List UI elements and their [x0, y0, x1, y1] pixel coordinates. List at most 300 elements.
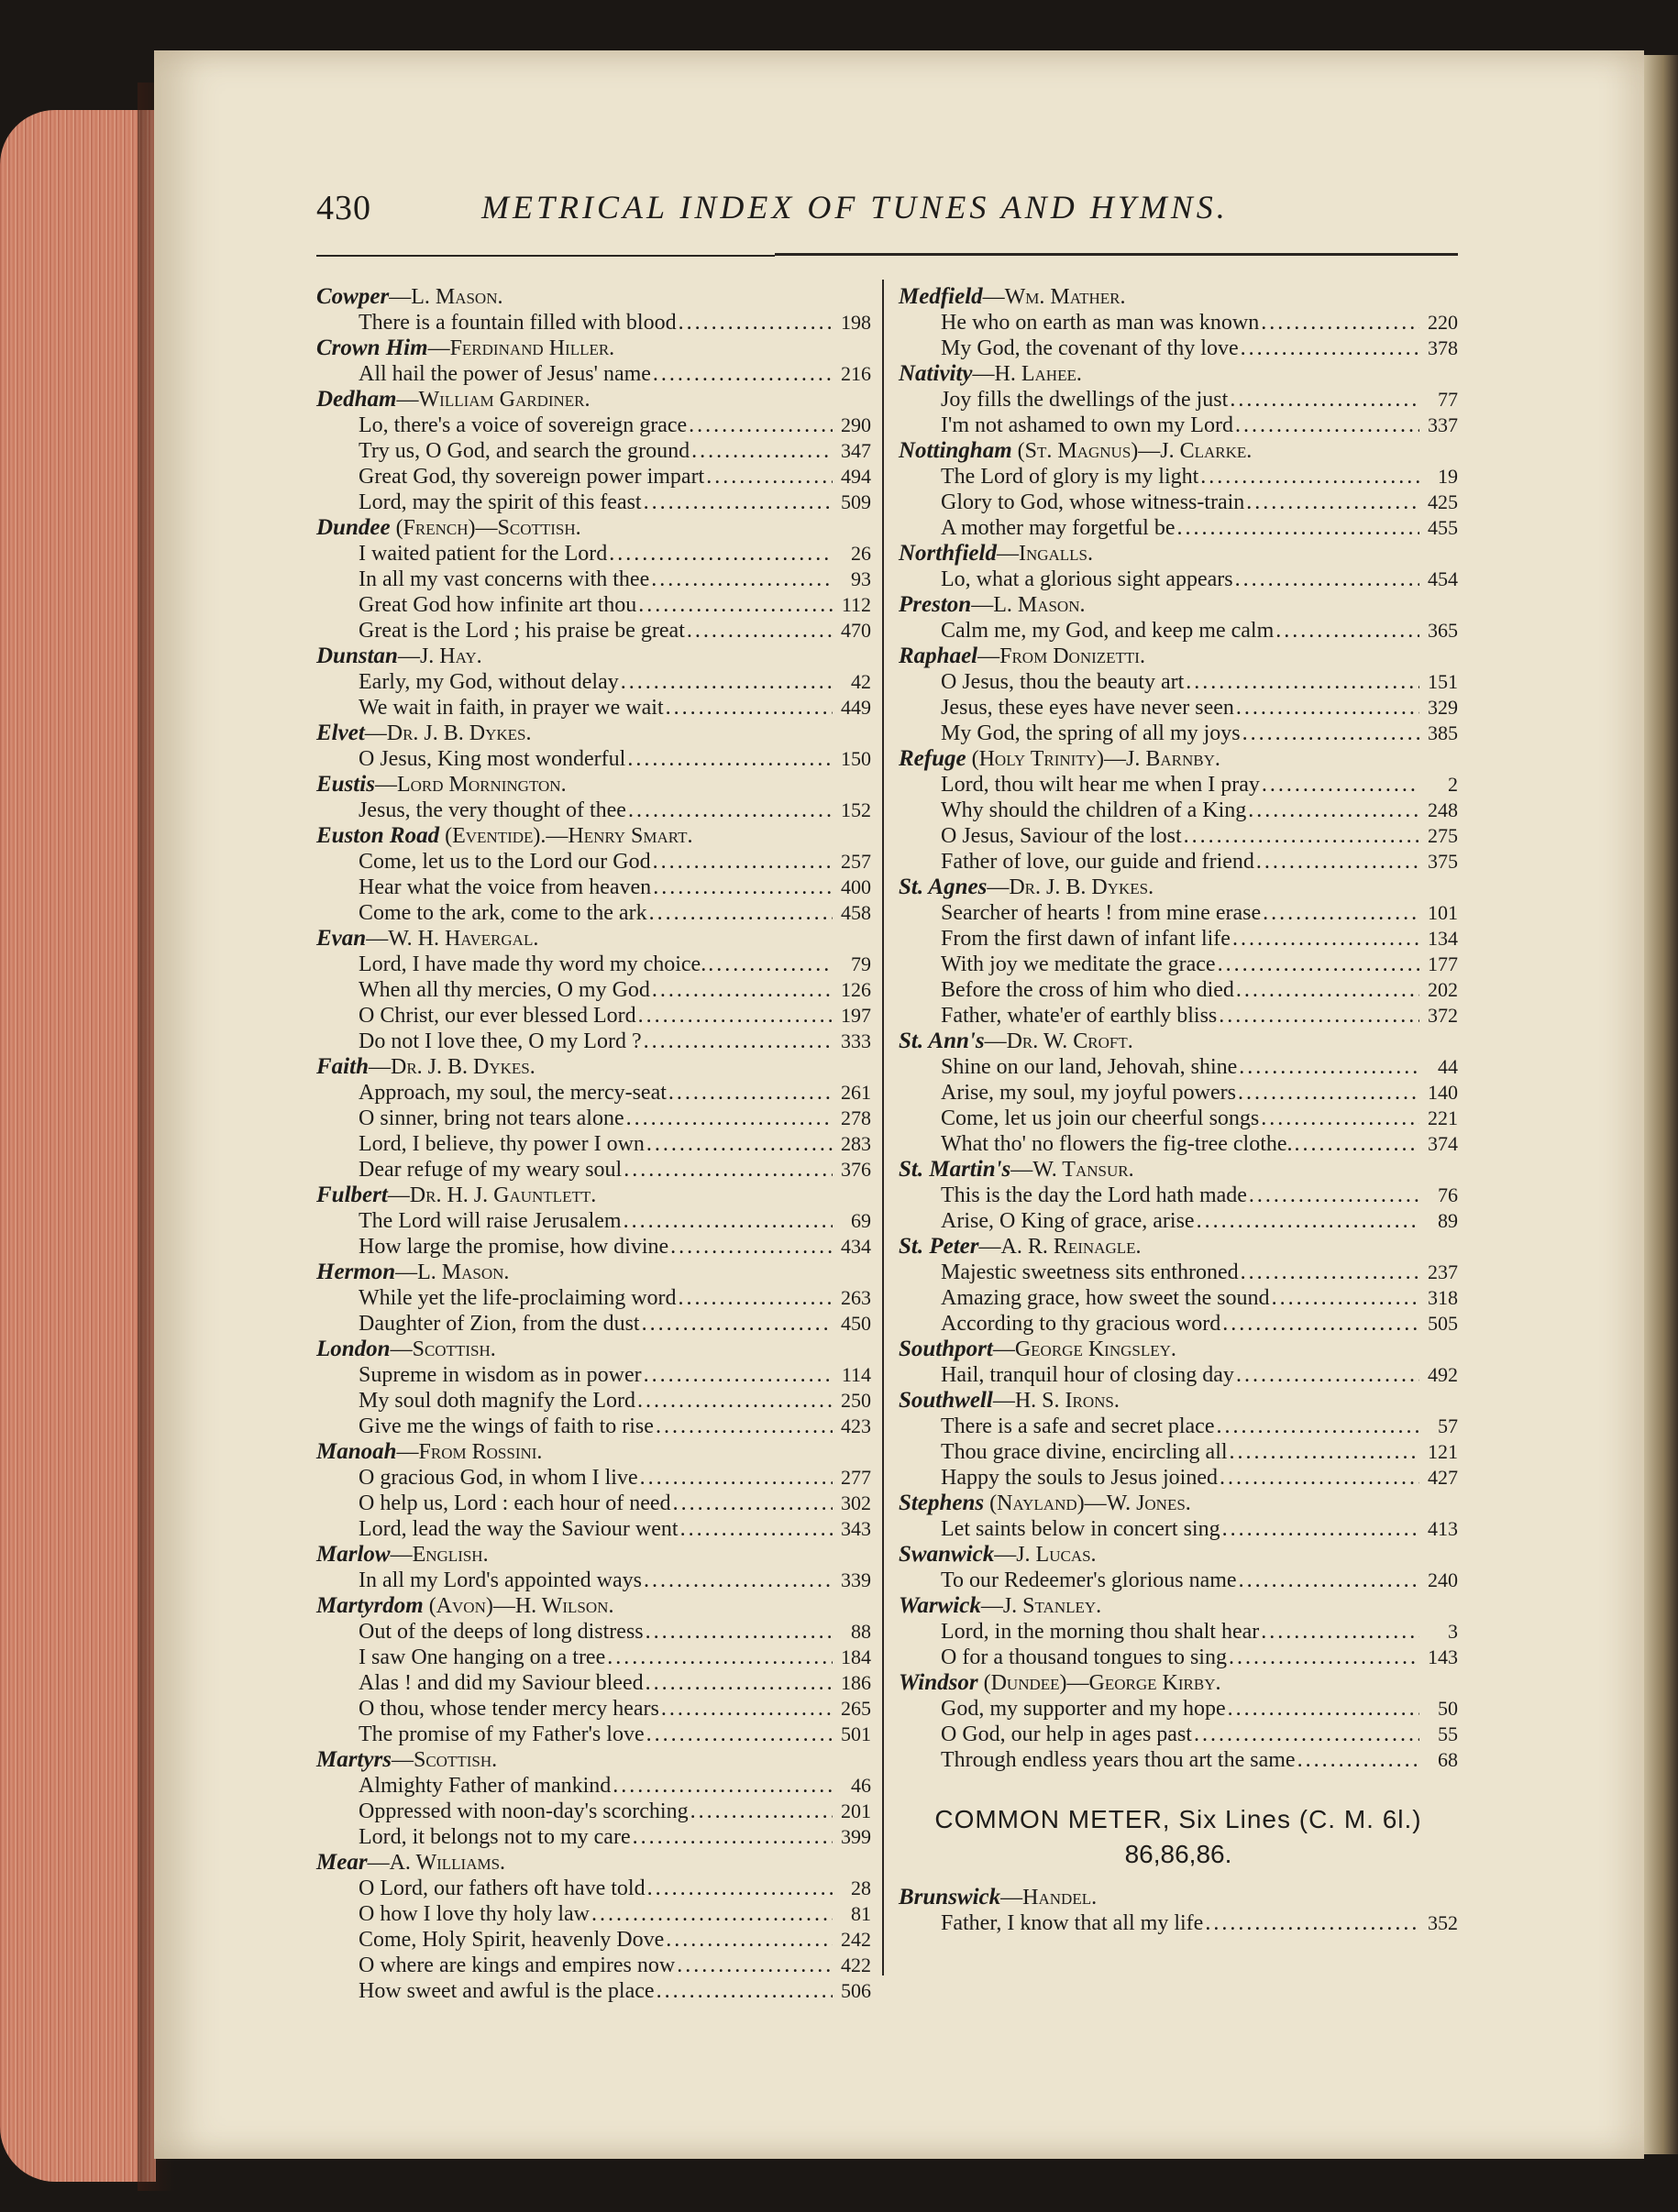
hymn-number: 450 [841, 1312, 871, 1335]
hymn-first-line: In all my Lord's appointed ways [359, 1568, 642, 1592]
hymn-line [359, 875, 871, 900]
hymn-line [941, 1285, 1458, 1311]
hymn-line [941, 1054, 1458, 1080]
hymn-line [941, 926, 1458, 952]
hymn-first-line: Happy the souls to Jesus joined [941, 1466, 1218, 1490]
hymn-number: 343 [841, 1517, 871, 1540]
tune-entry [899, 1388, 1458, 1491]
tune-entry [899, 1670, 1458, 1773]
hymn-line [359, 438, 871, 464]
hymn-number: 28 [851, 1876, 871, 1899]
hymn-line [941, 772, 1458, 798]
hymn-number: 250 [841, 1389, 871, 1412]
hymn-number: 454 [1428, 567, 1458, 590]
tune-entry [899, 1234, 1458, 1337]
left-column [316, 284, 871, 2004]
hymn-line [359, 1927, 871, 1953]
hymn-line [359, 361, 871, 387]
hymn-first-line: Arise, my soul, my joyful powers [941, 1081, 1236, 1105]
hymn-line [359, 464, 871, 490]
hymn-number: 302 [841, 1491, 871, 1514]
dot-leader [1230, 388, 1419, 413]
hymn-number: 261 [841, 1081, 871, 1104]
tune-heading [316, 387, 871, 413]
hymn-line [941, 1747, 1458, 1773]
dot-leader [644, 1363, 833, 1388]
hymn-line [941, 1619, 1458, 1645]
hymn-first-line: I saw One hanging on a tree [359, 1645, 606, 1669]
hymn-line [941, 1260, 1458, 1285]
dot-leader [607, 1645, 833, 1670]
tune-name: Cowper [316, 284, 390, 309]
hymn-number: 46 [851, 1774, 871, 1797]
tune-heading [899, 1670, 1458, 1696]
hymn-first-line: Father, whate'er of earthly bliss [941, 1004, 1218, 1028]
tune-entry [316, 721, 871, 772]
hymn-line [359, 695, 871, 721]
hymn-first-line: From the first dawn of infant life [941, 927, 1231, 951]
tune-credit: —W. H. Havergal. [366, 927, 539, 951]
tune-name: London [316, 1337, 391, 1361]
tune-entry [316, 1183, 871, 1260]
tune-credit: —From Donizetti. [977, 644, 1145, 668]
hymn-line [941, 1362, 1458, 1388]
tune-name: Southport [899, 1337, 993, 1361]
hymn-line [941, 618, 1458, 644]
tune-credit: —Dr. J. B. Dykes. [364, 721, 532, 745]
hymn-first-line: Out of the deeps of long distress [359, 1620, 644, 1644]
hymn-first-line: O Jesus, Saviour of the lost [941, 824, 1182, 848]
dot-leader [708, 952, 833, 977]
page-number: 430 [316, 189, 371, 227]
dot-leader [646, 1620, 833, 1645]
hymn-line [359, 1491, 871, 1516]
hymn-number: 275 [1428, 824, 1458, 847]
tune-entry [316, 1054, 871, 1183]
tune-credit: —H. Lahee. [972, 362, 1082, 386]
hymn-number: 333 [841, 1029, 871, 1052]
dot-leader [653, 362, 833, 387]
tune-credit: (St. Magnus)—J. Clarke. [1011, 439, 1253, 463]
tune-credit: (Nayland)—W. Jones. [984, 1491, 1191, 1515]
hymn-number: 375 [1428, 850, 1458, 873]
tune-entry [316, 1337, 871, 1439]
tune-heading [316, 926, 871, 952]
hymn-first-line: According to thy gracious word [941, 1312, 1221, 1336]
hymn-number: 44 [1438, 1055, 1458, 1078]
tune-name: Dunstan [316, 644, 398, 668]
hymn-first-line: O where are kings and empires now [359, 1953, 676, 1977]
hymn-number: 257 [841, 850, 871, 873]
hymn-first-line: My soul doth magnify the Lord [359, 1389, 635, 1413]
hymn-first-line: Thou grace divine, encircling all [941, 1440, 1228, 1464]
dot-leader [1232, 927, 1419, 952]
hymn-first-line: Alas ! and did my Saviour bleed [359, 1671, 644, 1695]
dot-leader [633, 1825, 833, 1850]
tune-heading [316, 515, 871, 541]
tune-credit: (French)—Scottish. [390, 516, 581, 540]
dot-leader [1229, 1645, 1419, 1670]
dot-leader [1248, 798, 1419, 823]
hymn-first-line: Great is the Lord ; his praise be great [359, 619, 685, 643]
hymn-first-line: O Lord, our fathers oft have told [359, 1876, 646, 1900]
tune-heading [316, 644, 871, 669]
tune-heading [316, 772, 871, 798]
hymn-first-line: Early, my God, without delay [359, 670, 619, 694]
hymn-number: 470 [841, 619, 871, 642]
dot-leader [649, 901, 833, 926]
hymn-first-line: Jesus, these eyes have never seen [941, 696, 1234, 720]
tune-heading [316, 721, 871, 746]
tune-heading [316, 1260, 871, 1285]
tune-credit: —From Rossini. [396, 1440, 543, 1464]
tune-credit: —J. Hay. [397, 644, 482, 668]
tune-name: Martyrdom [316, 1593, 424, 1618]
hymn-number: 248 [1428, 798, 1458, 821]
tune-credit: —Ferdinand Hiller. [427, 336, 615, 360]
hymn-number: 140 [1428, 1081, 1458, 1104]
hymn-number: 425 [1428, 490, 1458, 513]
tune-credit: —L. Mason. [971, 593, 1086, 617]
hymn-number: 352 [1428, 1911, 1458, 1934]
dot-leader [1297, 1748, 1419, 1773]
dot-leader [1261, 1620, 1419, 1645]
hymn-line [359, 1953, 871, 1978]
hymn-first-line: While yet the life-proclaiming word [359, 1286, 677, 1310]
tune-entry [316, 1593, 871, 1747]
hymn-number: 184 [841, 1645, 871, 1668]
hymn-first-line: Daughter of Zion, from the dust [359, 1312, 640, 1336]
hymn-first-line: God, my supporter and my hope [941, 1697, 1226, 1721]
hymn-line [941, 695, 1458, 721]
hymn-number: 77 [1438, 388, 1458, 411]
hymn-number: 385 [1428, 721, 1458, 744]
hymn-number: 88 [851, 1620, 871, 1643]
tune-name: Dedham [316, 387, 397, 412]
tune-credit: (Avon)—H. Wilson. [423, 1594, 614, 1618]
hymn-number: 399 [841, 1825, 871, 1848]
tune-name: Northfield [899, 541, 997, 566]
hymn-line [359, 1157, 871, 1183]
tune-name: Brunswick [899, 1885, 1001, 1909]
hymn-number: 455 [1428, 516, 1458, 539]
hymn-line [941, 515, 1458, 541]
dot-leader [646, 1671, 833, 1696]
tune-name: Faith [316, 1054, 369, 1079]
hymn-line [941, 1439, 1458, 1465]
hymn-line [941, 567, 1458, 592]
dot-leader [1241, 1260, 1419, 1285]
tune-credit: —Scottish. [390, 1337, 496, 1361]
hymn-line [941, 1003, 1458, 1029]
hymn-number: 242 [841, 1928, 871, 1951]
tune-credit: —Ingalls. [996, 542, 1093, 566]
dot-leader [1242, 721, 1419, 746]
hymn-first-line: O sinner, bring not tears alone [359, 1106, 624, 1130]
dot-leader [1219, 1004, 1419, 1029]
tune-heading [899, 1593, 1458, 1619]
hymn-first-line: Lo, what a glorious sight appears [941, 567, 1233, 591]
hymn-line [359, 952, 871, 977]
dot-leader [1236, 696, 1419, 721]
hymn-line [359, 1465, 871, 1491]
tune-credit: —Wm. Mather. [982, 285, 1126, 309]
tune-credit: —Dr. J. B. Dykes. [987, 875, 1154, 899]
hymn-number: 449 [841, 696, 871, 719]
hymn-number: 76 [1438, 1183, 1458, 1206]
tune-name: Stephens [899, 1491, 985, 1515]
dot-leader [1256, 850, 1419, 875]
hymn-number: 423 [841, 1414, 871, 1437]
hymn-number: 277 [841, 1466, 871, 1489]
hymn-number: 492 [1428, 1363, 1458, 1386]
dot-leader [673, 1491, 833, 1516]
hymn-first-line: The Lord of glory is my light [941, 465, 1199, 489]
hymn-number: 458 [841, 901, 871, 924]
hymn-line [941, 1080, 1458, 1106]
hymn-line [359, 618, 871, 644]
dot-leader [1235, 567, 1419, 592]
hymn-first-line: Calm me, my God, and keep me calm [941, 619, 1275, 643]
hymn-number: 365 [1428, 619, 1458, 642]
tune-credit: —H. S. Irons. [992, 1389, 1120, 1413]
hymn-number: 151 [1428, 670, 1458, 693]
dot-leader [1272, 1286, 1419, 1311]
tune-heading [899, 592, 1458, 618]
dot-leader [1236, 978, 1419, 1003]
hymn-number: 121 [1428, 1440, 1458, 1463]
tune-entry [316, 284, 871, 336]
tune-entry [316, 1439, 871, 1542]
hymn-line [941, 669, 1458, 695]
tune-entry [316, 1747, 871, 1850]
hymn-line [359, 1901, 871, 1927]
section-subtitle: 86,86,86. [1124, 1840, 1232, 1868]
dot-leader [1220, 1466, 1419, 1491]
tune-heading [316, 1054, 871, 1080]
hymn-number: 374 [1428, 1132, 1458, 1155]
tune-name: Evan [316, 926, 367, 951]
hymn-first-line: Father of love, our guide and friend [941, 850, 1254, 874]
hymn-first-line: Oppressed with noon-day's scorching [359, 1799, 689, 1823]
dot-leader [706, 465, 833, 490]
hymn-first-line: Majestic sweetness sits enthroned [941, 1260, 1239, 1284]
hymn-number: 93 [851, 567, 871, 590]
dot-leader [1239, 1568, 1419, 1593]
hymn-first-line: Give me the wings of faith to rise [359, 1414, 654, 1438]
hymn-number: 339 [841, 1568, 871, 1591]
tune-heading [899, 361, 1458, 387]
hymn-first-line: The promise of my Father's love [359, 1722, 645, 1746]
tune-entry [899, 1885, 1458, 1936]
hymn-first-line: Jesus, the very thought of thee [359, 798, 626, 822]
hymn-line [359, 1516, 871, 1542]
hymn-line [941, 1414, 1458, 1439]
tune-name: Nativity [899, 361, 973, 386]
tune-heading [899, 438, 1458, 464]
tune-credit: —Dr. H. J. Gauntlett. [387, 1183, 597, 1207]
tune-credit: —Dr. W. Croft. [984, 1029, 1133, 1053]
tune-name: Manoah [316, 1439, 397, 1464]
dot-leader [621, 670, 833, 695]
tune-name: Dundee [316, 515, 391, 540]
hymn-line [359, 1208, 871, 1234]
hymn-number: 263 [841, 1286, 871, 1309]
hymn-line [359, 1645, 871, 1670]
tune-name: St. Peter [899, 1234, 979, 1259]
dot-leader [646, 1132, 833, 1157]
hymn-number: 337 [1428, 413, 1458, 436]
dot-leader [638, 1004, 833, 1029]
tune-heading [899, 284, 1458, 310]
hymn-first-line: Let saints below in concert sing [941, 1517, 1220, 1541]
hymn-first-line: O Jesus, thou the beauty art [941, 670, 1185, 694]
hymn-number: 220 [1428, 311, 1458, 334]
dot-leader [640, 1466, 833, 1491]
hymn-first-line: Come, let us to the Lord our God [359, 850, 651, 874]
hymn-line [359, 1876, 871, 1901]
tune-name: Medfield [899, 284, 983, 309]
dot-leader [1194, 1722, 1419, 1747]
hymn-line [941, 721, 1458, 746]
tune-heading [899, 1234, 1458, 1260]
dot-leader [666, 696, 833, 721]
tune-entry [899, 1491, 1458, 1542]
dot-leader [1275, 619, 1419, 644]
tune-heading [316, 1850, 871, 1876]
tune-heading [899, 1491, 1458, 1516]
hymn-number: 19 [1438, 465, 1458, 488]
tune-credit: —William Gardiner. [396, 388, 591, 412]
hymn-line [941, 490, 1458, 515]
hymn-line [941, 977, 1458, 1003]
dot-leader [628, 798, 833, 823]
hymn-first-line: There is a safe and secret place [941, 1414, 1215, 1438]
hymn-line [941, 823, 1458, 849]
dot-leader [1239, 1055, 1419, 1080]
hymn-first-line: Come, let us join our cheerful songs [941, 1106, 1260, 1130]
hymn-first-line: O Jesus, King most wonderful [359, 747, 626, 771]
hymn-first-line: Before the cross of him who died [941, 978, 1234, 1002]
hymn-line [359, 1799, 871, 1824]
dot-leader [1238, 1081, 1419, 1106]
tune-heading [899, 1029, 1458, 1054]
hymn-line [359, 1106, 871, 1131]
hymn-line [359, 1362, 871, 1388]
hymn-first-line: To our Redeemer's glorious name [941, 1568, 1237, 1592]
tune-heading [899, 746, 1458, 772]
hymn-first-line: Shine on our land, Jehovah, shine [941, 1055, 1238, 1079]
hymn-line [359, 310, 871, 336]
dot-leader [1261, 1106, 1419, 1131]
tune-name: St. Martin's [899, 1157, 1011, 1182]
tune-name: Nottingham [899, 438, 1012, 463]
hymn-number: 372 [1428, 1004, 1458, 1027]
hymn-line [941, 952, 1458, 977]
hymn-number: 413 [1428, 1517, 1458, 1540]
hymn-line [359, 1080, 871, 1106]
tune-entry [899, 644, 1458, 746]
tune-credit: —A. R. Reinagle. [978, 1235, 1142, 1259]
tune-heading [316, 1183, 871, 1208]
hymn-line [359, 1773, 871, 1799]
hymn-number: 221 [1428, 1106, 1458, 1129]
hymn-line [359, 849, 871, 875]
dot-leader [1205, 1911, 1419, 1936]
hymn-line [359, 798, 871, 823]
dot-leader [653, 850, 833, 875]
hymn-first-line: Almighty Father of mankind [359, 1774, 612, 1798]
hymn-number: 202 [1428, 978, 1458, 1001]
tune-credit: —Lord Mornington. [374, 773, 567, 797]
hymn-first-line: When all thy mercies, O my God [359, 978, 650, 1002]
tune-credit: —English. [390, 1543, 489, 1567]
hymn-first-line: How large the promise, how divine [359, 1235, 669, 1259]
hymn-first-line: Great God, thy sovereign power impart [359, 465, 705, 489]
dot-leader [609, 542, 833, 567]
hymn-line [359, 1414, 871, 1439]
tune-heading [899, 1542, 1458, 1568]
hymn-first-line: O how I love thy holy law [359, 1902, 590, 1926]
hymn-line [941, 336, 1458, 361]
dot-leader [624, 1158, 833, 1183]
hymn-line [359, 1978, 871, 2004]
tune-entry [899, 1593, 1458, 1670]
dot-leader [1222, 1312, 1419, 1337]
hymn-line [941, 387, 1458, 413]
tune-heading [899, 1157, 1458, 1183]
dot-leader [653, 875, 833, 900]
tune-credit: —L. Mason. [395, 1260, 510, 1284]
dot-leader [624, 1209, 833, 1234]
tune-entry [316, 336, 871, 387]
dot-leader [689, 413, 833, 438]
hymn-first-line: Lord, thou wilt hear me when I pray [941, 773, 1260, 797]
tune-credit: —L. Mason. [389, 285, 503, 309]
dot-leader [642, 1312, 833, 1337]
dot-leader [626, 1106, 833, 1131]
hymn-first-line: O Christ, our ever blessed Lord [359, 1004, 636, 1028]
hymn-number: 506 [841, 1979, 871, 2002]
tune-credit: (Dundee)—George Kirby. [977, 1671, 1221, 1695]
dot-leader [657, 1979, 833, 2004]
hymn-number: 283 [841, 1132, 871, 1155]
hymn-line [359, 1568, 871, 1593]
tune-name: Martyrs [316, 1747, 392, 1772]
hymn-number: 177 [1428, 952, 1458, 975]
hymn-line [941, 1106, 1458, 1131]
tune-name: Warwick [899, 1593, 981, 1618]
tune-entry [899, 1157, 1458, 1234]
hymn-line [941, 1208, 1458, 1234]
tune-heading [316, 1747, 871, 1773]
dot-leader [1228, 1697, 1419, 1722]
dot-leader [1295, 1132, 1419, 1157]
hymn-first-line: With joy we meditate the grace [941, 952, 1216, 976]
dot-leader [1197, 1209, 1419, 1234]
hymn-number: 347 [841, 439, 871, 462]
tune-name: St. Ann's [899, 1029, 985, 1053]
dot-leader [1217, 1414, 1420, 1439]
hymn-line [941, 900, 1458, 926]
dot-leader [687, 619, 833, 644]
hymn-number: 79 [851, 952, 871, 975]
hymn-first-line: O God, our help in ages past [941, 1722, 1192, 1746]
hymn-first-line: This is the day the Lord hath made [941, 1183, 1247, 1207]
hymn-number: 68 [1438, 1748, 1458, 1771]
tune-heading [316, 284, 871, 310]
tune-entry [899, 875, 1458, 1029]
